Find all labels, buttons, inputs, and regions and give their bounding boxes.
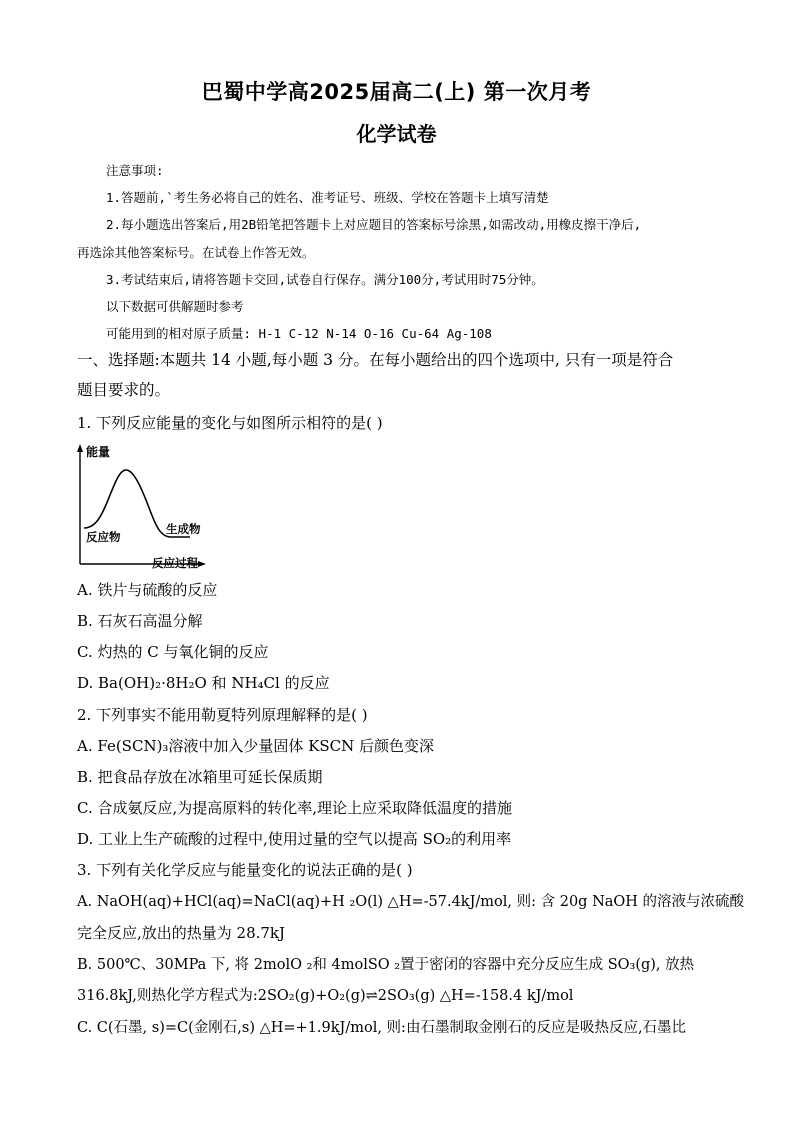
product-label: 生成物	[166, 522, 201, 536]
note-item: 3.考试结束后,请将答题卡交回,试卷自行保存。满分100分,考试用时75分钟。	[106, 272, 544, 287]
question-1-option-a: A. 铁片与硫酸的反应	[77, 581, 218, 599]
question-2-stem: 2. 下列事实不能用勒夏特列原理解释的是( )	[77, 706, 368, 724]
question-2-option-b: B. 把食品存放在冰箱里可延长保质期	[77, 768, 323, 786]
note-item: 2.每小题选出答案后,用2B铅笔把答题卡上对应题目的答案标号涂黑,如需改动,用橡皮擦干净后,	[106, 217, 642, 232]
question-2-option-a: A. Fe(SCN)₃溶液中加入少量固体 KSCN 后颜色变深	[77, 737, 435, 755]
section-heading-cont: 题目要求的。	[77, 381, 171, 399]
energy-axis-label: 能量	[86, 445, 111, 459]
question-1-option-c: C. 灼热的 C 与氧化铜的反应	[77, 643, 269, 661]
note-item: 1.答题前,`考生务必将自己的姓名、准考证号、班级、学校在答题卡上填写清楚	[106, 190, 549, 205]
process-axis-label: 反应过程	[152, 556, 198, 570]
question-3-option-b-cont: 316.8kJ,则热化学方程式为:2SO₂(g)+O₂(g)⇌2SO₃(g) △H=-158.4 kJ/mol	[77, 988, 574, 1004]
exam-subtitle: 化学试卷	[356, 122, 437, 146]
section-heading: 一、选择题:本题共 14 小题,每小题 3 分。在每小题给出的四个选项中, 只有一项是符合	[77, 351, 674, 369]
question-2-option-d: D. 工业上生产硫酸的过程中,使用过量的空气以提高 SO₂的利用率	[77, 830, 512, 848]
question-2-option-c: C. 合成氨反应,为提高原料的转化率,理论上应采取降低温度的措施	[77, 799, 513, 817]
question-3-stem: 3. 下列有关化学反应与能量变化的说法正确的是( )	[77, 861, 413, 879]
atomic-masses: 可能用到的相对原子质量: H-1 C-12 N-14 O-16 Cu-64 Ag-108	[106, 326, 492, 341]
question-1-stem: 1. 下列反应能量的变化与如图所示相符的是( )	[77, 414, 383, 432]
question-3-option-c: C. C(石墨, s)=C(金刚石,s) △H=+1.9kJ/mol, 则:由石墨制取金刚石的反应是吸热反应,石墨比	[77, 1020, 687, 1036]
energy-axis-arrow-icon	[77, 444, 83, 452]
notes-heading: 注意事项:	[106, 163, 164, 178]
reactant-label: 反应物	[86, 530, 121, 544]
exam-title: 巴蜀中学高2025届高二(上) 第一次月考	[201, 80, 592, 104]
question-1-option-b: B. 石灰石高温分解	[77, 612, 203, 630]
energy-diagram	[72, 440, 212, 575]
note-item: 再选涂其他答案标号。在试卷上作答无效。	[77, 245, 315, 260]
question-1-option-d: D. Ba(OH)₂·8H₂O 和 NH₄Cl 的反应	[77, 674, 330, 692]
question-3-option-b: B. 500℃、30MPa 下, 将 2molO ₂和 4molSO ₂置于密闭的容器中充分反应生成 SO₃(g), 放热	[77, 957, 695, 973]
process-axis-arrow-icon	[198, 561, 206, 567]
question-3-option-a: A. NaOH(aq)+HCl(aq)=NaCl(aq)+H ₂O(l) △H=-57.4kJ/mol, 则: 含 20g NaOH 的溶液与浓硫酸	[77, 894, 745, 910]
notes-reference: 以下数据可供解题时参考	[106, 299, 244, 314]
question-3-option-a-cont: 完全反应,放出的热量为 28.7kJ	[77, 924, 286, 942]
